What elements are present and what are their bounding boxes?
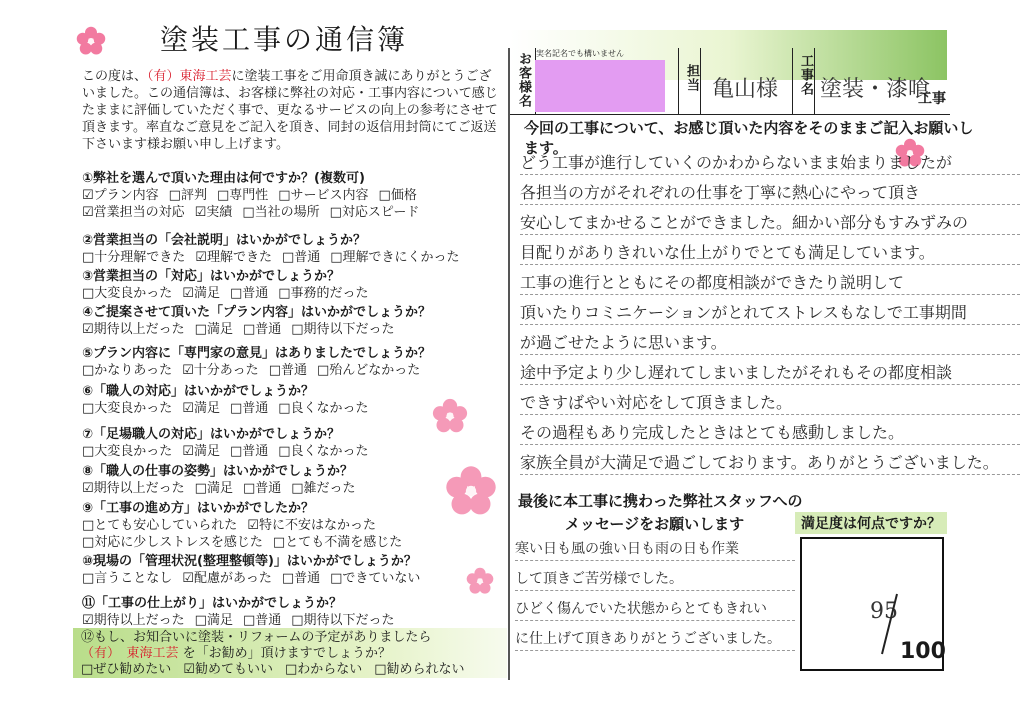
answer-option: ☑勧めてもいい <box>183 662 273 677</box>
company-name: （有）東海工芸 <box>147 69 232 84</box>
question-3 <box>82 268 502 302</box>
comment-section-title: 今回の工事について、お感じ頂いた内容をそのままご記入お願いします。 <box>524 119 974 157</box>
answer-option: ☑実績 <box>194 205 233 220</box>
question-1 <box>82 170 502 221</box>
answer-option: □価格 <box>378 188 417 203</box>
score-box <box>800 537 944 671</box>
answer-option: □普通 <box>242 481 282 496</box>
answer-option: □十分理解できた <box>82 250 186 265</box>
answer-option: □評判 <box>168 188 207 203</box>
question-options <box>82 612 502 629</box>
answer-option: □普通 <box>268 363 307 378</box>
message-line: に仕上げて頂きありがとうございました。 <box>515 628 795 651</box>
question-title: ②営業担当の「会社説明」はいかがでしょうか？ <box>82 233 367 248</box>
answer-option: □期待以下だった <box>291 613 395 628</box>
question-title: ⑪「工事の仕上がり」はいかがでしょうか？ <box>82 596 343 611</box>
name-note: 実名記名でも構いません <box>536 49 624 58</box>
answer-option: □大変良かった <box>82 401 173 416</box>
comment-line: その過程もあり完成したときはとても感動しました。 <box>520 422 1020 445</box>
sakura-flower-icon <box>76 26 106 56</box>
answer-option: ☑期待以上だった <box>82 613 185 628</box>
question-4 <box>82 304 502 338</box>
question-options <box>82 517 502 551</box>
answer-option: □普通 <box>229 444 269 459</box>
question-options <box>82 443 502 460</box>
answer-option: □雑だった <box>291 481 356 496</box>
page-title: 塗装工事の通信簿 <box>160 23 409 56</box>
kouji-label-cell: 工事名 <box>792 48 815 114</box>
answer-option: □とても不満を感じた <box>272 535 403 550</box>
answer-option: ☑満足 <box>182 401 220 416</box>
answer-option: □専門性 <box>216 188 269 203</box>
tantou-label-cell: 担当 <box>678 48 701 114</box>
question-title: ⑥「職人の対応」はいかがでしょうか？ <box>82 384 315 399</box>
answer-option: □当社の場所 <box>242 205 320 220</box>
comment-line: 工事の進行とともにその都度相談ができたり説明して <box>520 272 1020 295</box>
score-label: 満足度は何点ですか？ <box>795 512 947 534</box>
answer-option: □サービス内容 <box>278 188 369 203</box>
answer-option: ☑期待以上だった <box>82 481 185 496</box>
customer-name-label-cell: お客様名 <box>510 48 536 114</box>
question-options <box>82 570 502 587</box>
question-2 <box>82 232 502 266</box>
comment-line: できすばやい対応をして頂きました。 <box>520 392 1020 415</box>
company-name: （有） 東海工芸 <box>81 646 179 661</box>
answer-option: □大変良かった <box>82 286 173 301</box>
divider <box>508 48 510 680</box>
answer-option: □普通 <box>229 401 269 416</box>
answer-option: □勧められない <box>374 662 465 677</box>
answer-option: □普通 <box>229 286 269 301</box>
comment-line: 途中予定より少し遅れてしまいましたがそれもその都度相談 <box>520 362 1020 385</box>
kouji-cell: 塗装・漆喰 工事 <box>814 48 948 114</box>
question-options <box>82 480 502 497</box>
answer-option: ☑満足 <box>182 444 220 459</box>
question-8 <box>82 463 502 497</box>
comment-line: 各担当の方がそれぞれの仕事を丁寧に熱心にやって頂き <box>520 182 1020 205</box>
question-title: ⑤プラン内容に「専門家の意見」はありましたでしょうか？ <box>82 346 432 361</box>
customer-name-redacted <box>535 60 665 112</box>
answer-option: ☑期待以上だった <box>82 322 185 337</box>
answer-option: ☑満足 <box>182 286 220 301</box>
message-line: ひどく傷んでいた状態からとてもきれい <box>515 598 795 621</box>
answer-option: □対応に少しストレスを感じた <box>82 535 263 550</box>
answer-option: □期待以下だった <box>291 322 395 337</box>
question-options <box>82 321 502 338</box>
answer-option: ☑プラン内容 <box>82 188 159 203</box>
question-options <box>82 187 502 221</box>
tantou-cell <box>700 48 793 114</box>
answer-option: □対応スピード <box>329 205 420 220</box>
question-12: ⑫もし、お知合いに塗装・リフォームの予定がありましたら （有） 東海工芸 を「お勧め」頂けますでしょうか？ □ぜひ勧めたい ☑勧めてもいい □わからない □勧められない <box>73 628 507 678</box>
answer-option: □言うことなし <box>82 571 173 586</box>
comment-line: 家族全員が大満足で過ごしております。ありがとうございました。 <box>520 452 1020 475</box>
answer-option: ☑営業担当の対応 <box>82 205 185 220</box>
question-options <box>82 362 502 379</box>
tantou-value: 亀山様 <box>712 77 779 102</box>
answer-option: □満足 <box>194 322 233 337</box>
question-options <box>82 249 502 266</box>
answer-option: □事務的だった <box>278 286 369 301</box>
question-6 <box>82 383 502 417</box>
question-12-options <box>81 662 499 678</box>
answer-option: □普通 <box>242 322 282 337</box>
answer-option: □理解できにくかった <box>330 250 460 265</box>
answer-option: □ぜひ勧めたい <box>81 662 172 677</box>
answer-option: ☑配慮があった <box>182 571 272 586</box>
answer-option: □かなりあった <box>82 363 173 378</box>
comment-line: どう工事が進行していくのかわからないまま始まりましたが <box>520 152 1020 175</box>
answer-option: □できていない <box>330 571 421 586</box>
answer-option: ☑理解できた <box>195 250 272 265</box>
question-title: ⑩現場の「管理状況(整理整頓等)」はいかがでしょうか？ <box>82 554 417 569</box>
message-section-title-1: 最後に本工事に携わった弊社スタッフへの <box>518 492 803 510</box>
comment-line: 頂いたりコミニケーションがとれてストレスもなしで工事期間 <box>520 302 1020 325</box>
answer-option: □満足 <box>194 613 233 628</box>
answer-option: □良くなかった <box>278 444 369 459</box>
answer-option: □殆んどなかった <box>316 363 421 378</box>
question-title: ③営業担当の「対応」はいかがでしょうか？ <box>82 269 341 284</box>
intro-text: この度は、（有）東海工芸に塗装工事をご用命頂き誠にありがとうございました。この通信簿は、お客様に弊社の対応・工事内容について感じたままに評価していただく事で、更なるサービスの向上の参考にさせて頂きます。率直なご意見をご記入を頂き、同封の返信用封筒にてご返送下さいます様お願い申し上げます。 <box>82 69 498 152</box>
answer-option: ☑十分あった <box>182 363 259 378</box>
kouji-value: 塗装・漆喰 <box>820 77 931 102</box>
message-line: 寒い日も風の強い日も雨の日も作業 <box>515 538 795 561</box>
question-11 <box>82 595 502 629</box>
message-section-title-2: メッセージをお願いします <box>565 515 745 533</box>
question-title: ④ご提案させて頂いた「プラン内容」はいかがでしょうか？ <box>82 305 432 320</box>
question-7 <box>82 426 502 460</box>
answer-option: □普通 <box>281 250 321 265</box>
answer-option: □良くなかった <box>278 401 369 416</box>
answer-option: □わからない <box>284 662 363 677</box>
answer-option: □満足 <box>194 481 233 496</box>
question-9 <box>82 500 502 551</box>
answer-option: □大変良かった <box>82 444 173 459</box>
comment-line: が過ごせたように思います。 <box>520 332 1020 355</box>
question-options <box>82 285 502 302</box>
answer-option: □とても安心していられた <box>82 518 238 533</box>
question-options <box>82 400 502 417</box>
message-line: して頂きご苦労様でした。 <box>515 568 795 591</box>
score-value: 95 <box>870 599 898 624</box>
question-title: ①弊社を選んで頂いた理由は何ですか？(複数可) <box>82 171 365 186</box>
comment-line: 安心してまかせることができました。細かい部分もすみずみの <box>520 212 1020 235</box>
answer-option: □普通 <box>242 613 282 628</box>
question-5 <box>82 345 502 379</box>
question-title: ⑧「職人の仕事の姿勢」はいかがでしょうか？ <box>82 464 354 479</box>
question-title: ⑨「工事の進め方」はいかがでしたか？ <box>82 501 315 516</box>
answer-option: ☑特に不安はなかった <box>247 518 376 533</box>
comment-line: 目配りがありきれいな仕上がりでとても満足しています。 <box>520 242 1020 265</box>
question-title: ⑦「足場職人の対応」はいかがでしょうか？ <box>82 427 341 442</box>
question-10 <box>82 553 502 587</box>
answer-option: □普通 <box>281 571 321 586</box>
score-max: 100 <box>900 639 946 664</box>
